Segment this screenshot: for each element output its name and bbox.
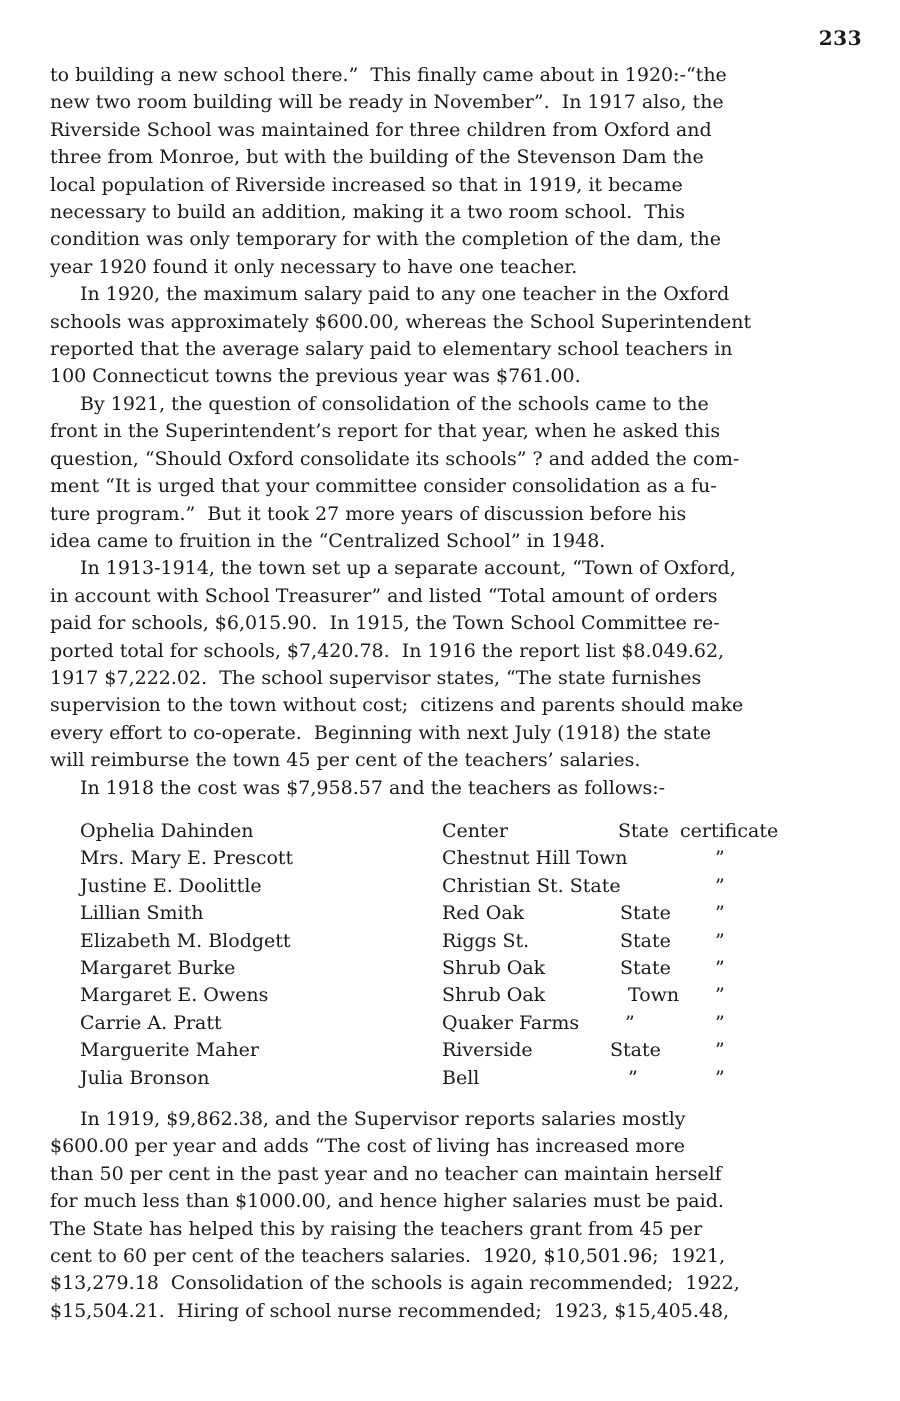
- text-line: for much less than $1000.00, and hence higher salaries must be paid.: [50, 1190, 724, 1213]
- text-line: to building a new school there.” This finally came about in 1920:-“the: [50, 64, 727, 86]
- teacher-name: Margaret Burke: [80, 956, 236, 979]
- paragraph-2: [50, 281, 868, 391]
- certificate-ditto: ”: [715, 1066, 725, 1089]
- text-line: necessary to build an addition, making it a two room school. This: [50, 201, 686, 224]
- page-number: 233: [818, 26, 862, 50]
- paragraph-5: [50, 775, 868, 802]
- text-line: $600.00 per year and adds “The cost of living has increased more: [50, 1135, 686, 1158]
- teacher-school: Red Oak: [442, 902, 525, 925]
- paragraph-1: [50, 62, 868, 281]
- text-line: ported total for schools, $7,420.78. In 1916 the report list $8.049.62,: [50, 639, 725, 662]
- teacher-school: Riverside: [442, 1039, 533, 1062]
- certificate-ditto: ”: [715, 1011, 725, 1034]
- teacher-school: Shrub Oak: [442, 984, 546, 1007]
- certificate-ditto: ”: [715, 956, 725, 979]
- text-line: In 1920, the maximum salary paid to any one teacher in the Oxford: [80, 283, 730, 306]
- paragraph-4: [50, 555, 868, 774]
- certificate-type: State: [610, 1039, 661, 1062]
- text-line: year 1920 found it only necessary to have one teacher.: [50, 255, 578, 278]
- teacher-school: Center: [442, 820, 508, 842]
- text-line: in account with School Treasurer” and listed “Total amount of orders: [50, 584, 718, 607]
- text-line: In 1919, $9,862.38, and the Supervisor reports salaries mostly: [80, 1108, 686, 1130]
- certificate-type: State: [620, 902, 671, 925]
- text-line: question, “Should Oxford consolidate its schools” ? and added the com-: [50, 447, 740, 470]
- teacher-name: Lillian Smith: [80, 902, 204, 925]
- teacher-name: Julia Bronson: [80, 1066, 210, 1089]
- text-line: reported that the average salary paid to elementary school teachers in: [50, 338, 733, 361]
- body-text: [50, 62, 868, 802]
- teacher-school: Bell: [442, 1066, 480, 1089]
- teacher-name: Elizabeth M. Blodgett: [80, 929, 291, 952]
- text-line: $15,504.21. Hiring of school nurse recommended; 1923, $15,405.48,: [50, 1299, 730, 1322]
- teacher-school: Christian St. State: [442, 874, 621, 897]
- text-line: front in the Superintendent’s report for that year, when he asked this: [50, 420, 721, 443]
- text-line: In 1918 the cost was $7,958.57 and the teachers as follows:-: [80, 776, 666, 799]
- teacher-school: Shrub Oak: [442, 956, 546, 979]
- teacher-name: Carrie A. Pratt: [80, 1011, 222, 1034]
- text-line: new two room building will be ready in November”. In 1917 also, the: [50, 91, 724, 114]
- text-line: every effort to co-operate. Beginning with next July (1918) the state: [50, 721, 712, 744]
- text-line: Riverside School was maintained for three children from Oxford and: [50, 118, 712, 141]
- certificate-type: State: [620, 929, 671, 952]
- teacher-school: Chestnut Hill Town: [442, 847, 628, 870]
- text-line: ture program.” But it took 27 more years of discussion before his: [50, 502, 687, 525]
- teacher-name: Ophelia Dahinden: [80, 820, 254, 842]
- certificate-ditto: ”: [715, 874, 725, 897]
- teacher-school: Quaker Farms: [442, 1011, 580, 1034]
- text-line: 1917 $7,222.02. The school supervisor states, “The state furnishes: [50, 666, 702, 689]
- text-line: In 1913-1914, the town set up a separate account, “Town of Oxford,: [80, 557, 736, 580]
- teacher-name: Marguerite Maher: [80, 1039, 259, 1062]
- certificate-type: State: [618, 820, 669, 842]
- certificate-ditto: ”: [715, 1039, 725, 1062]
- text-line: cent to 60 per cent of the teachers salaries. 1920, $10,501.96; 1921,: [50, 1245, 726, 1268]
- text-line: 100 Connecticut towns the previous year was $761.00.: [50, 365, 581, 388]
- certificate-label: certificate: [680, 820, 779, 842]
- text-line: The State has helped this by raising the teachers grant from 45 per: [50, 1217, 703, 1240]
- certificate-ditto: ”: [715, 929, 725, 952]
- text-line: local population of Riverside increased so that in 1919, it became: [50, 173, 683, 196]
- closing-paragraph: [50, 1106, 868, 1325]
- certificate-type: ”: [628, 1066, 638, 1089]
- certificate-type: State: [620, 956, 671, 979]
- text-line: ment “It is urged that your committee consider consolidation as a fu-: [50, 475, 717, 498]
- certificate-ditto: ”: [715, 847, 725, 870]
- paragraph-3: [50, 391, 868, 555]
- teacher-name: Margaret E. Owens: [80, 984, 269, 1007]
- text-line: By 1921, the question of consolidation of the schools came to the: [80, 392, 709, 415]
- certificate-ditto: ”: [715, 902, 725, 925]
- text-line: $13,279.18 Consolidation of the schools is again recommended; 1922,: [50, 1272, 740, 1295]
- text-line: paid for schools, $6,015.90. In 1915, the Town School Committee re-: [50, 612, 720, 635]
- text-line: schools was approximately $600.00, whereas the School Superintendent: [50, 310, 752, 333]
- certificate-type: ”: [625, 1011, 635, 1034]
- teacher-name: Mrs. Mary E. Prescott: [80, 847, 294, 870]
- teacher-school: Riggs St.: [442, 929, 530, 952]
- certificate-type: Town: [628, 984, 680, 1007]
- teacher-name: Justine E. Doolittle: [80, 874, 262, 897]
- text-line: condition was only temporary for with the completion of the dam, the: [50, 228, 722, 251]
- text-line: idea came to fruition in the “Centralized School” in 1948.: [50, 529, 606, 552]
- certificate-ditto: ”: [715, 984, 725, 1007]
- text-line: supervision to the town without cost; citizens and parents should make: [50, 694, 744, 717]
- text-line: than 50 per cent in the past year and no teacher can maintain herself: [50, 1162, 722, 1185]
- text-line: three from Monroe, but with the building of the Stevenson Dam the: [50, 146, 704, 169]
- text-line: will reimburse the town 45 per cent of the teachers’ salaries.: [50, 749, 641, 772]
